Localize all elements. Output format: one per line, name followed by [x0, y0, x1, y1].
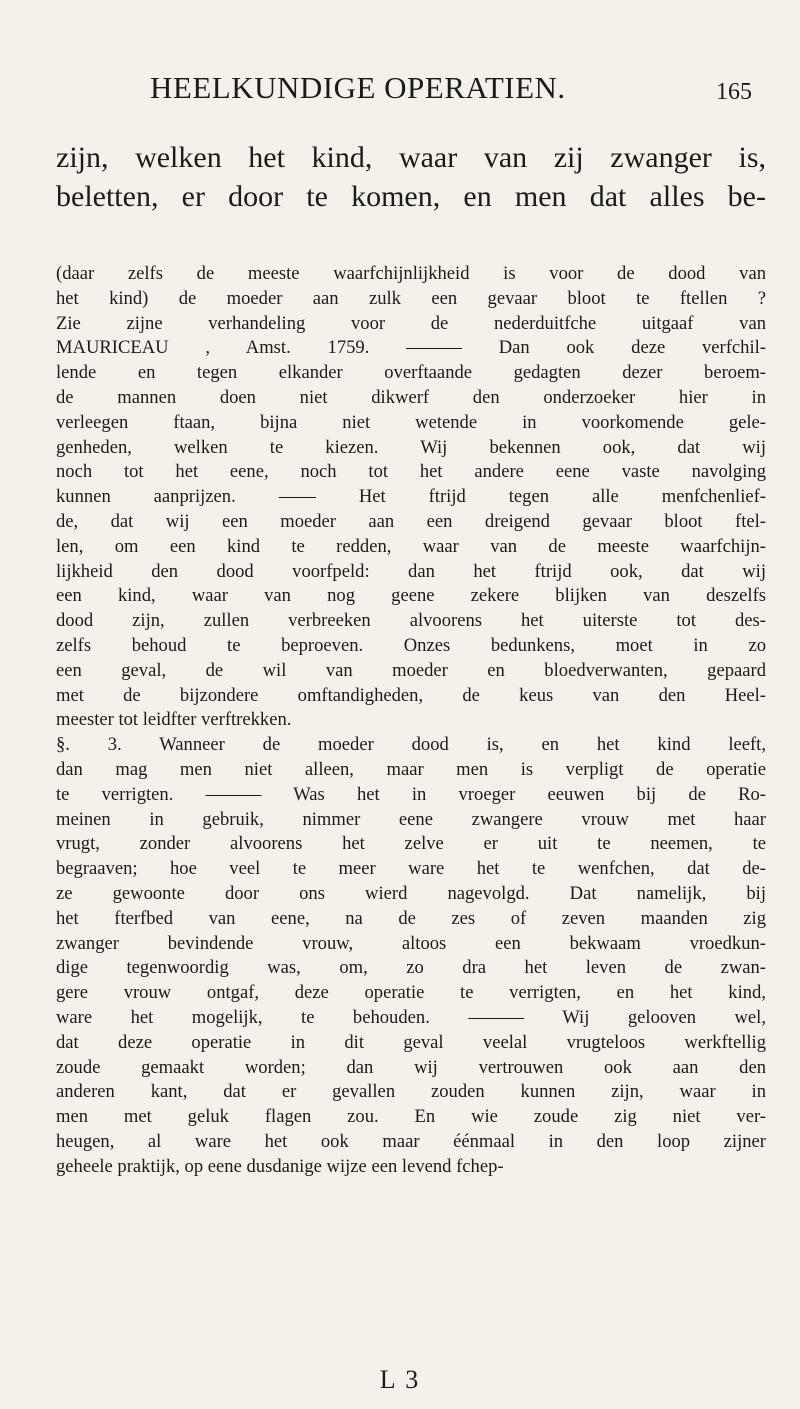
text-line: anderen kant, dat er gevallen zouden kunnen zijn, waar in — [56, 1081, 766, 1103]
text-line: dat deze operatie in dit geval veelal vrugteloos werkftellig — [56, 1031, 766, 1053]
intro-paragraph — [56, 138, 766, 216]
text-line: len, om een kind te redden, waar van de meeste waarfchijn- — [56, 535, 766, 557]
text-line: §. 3. Wanneer de moeder dood is, en het kind leeft, — [56, 734, 766, 756]
body-paragraphs — [56, 262, 766, 1179]
running-title: HEELKUNDIGE OPERATIEN. — [150, 70, 566, 105]
text-line: meinen in gebruik, nimmer eene zwangere vrouw met haar — [56, 808, 766, 830]
text-line: zoude gemaakt worden; dan wij vertrouwen ook aan den — [56, 1056, 766, 1078]
text-line: dan mag men niet alleen, maar men is verpligt de operatie — [56, 758, 766, 780]
text-line: gere vrouw ontgaf, deze operatie te verrigten, en het kind, — [56, 982, 766, 1004]
text-line: Zie zijne verhandeling voor de nederduitfche uitgaaf van — [56, 312, 766, 334]
text-line: genheden, welken te kiezen. Wij bekennen ook, dat wij — [56, 436, 766, 458]
page-header — [0, 58, 800, 118]
text-line: men met geluk flagen zou. En wie zoude zig niet ver- — [56, 1106, 766, 1128]
text-line: de, dat wij een moeder aan een dreigend gevaar bloot ftel- — [56, 510, 766, 532]
text-line: te verrigten. ——— Was het in vroeger eeuwen bij de Ro- — [56, 783, 766, 805]
text-line: vrugt, zonder alvoorens het zelve er uit te neemen, te — [56, 833, 766, 855]
text-line: een geval, de wil van moeder en bloedverwanten, gepaard — [56, 659, 766, 681]
text-line: geheele praktijk, op eene dusdanige wijze een levend fchep- — [56, 1155, 504, 1177]
text-line: een kind, waar van nog geene zekere blijken van deszelfs — [56, 585, 766, 607]
text-line: noch tot het eene, noch tot het andere eene vaste navolging — [56, 461, 766, 483]
text-line: lende en tegen elkander overftaande gedagten dezer beroem- — [56, 362, 766, 384]
text-line: zijn, welken het kind, waar van zij zwanger is, — [56, 141, 766, 174]
text-line: met de bijzondere omftandigheden, de keus van den Heel- — [56, 684, 766, 706]
text-line: meester tot leidfter verftrekken. — [56, 709, 292, 731]
text-line: beletten, er door te komen, en men dat alles be- — [56, 180, 766, 213]
text-line: dood zijn, zullen verbreeken alvoorens het uiterste tot des- — [56, 610, 766, 632]
text-line: het kind) de moeder aan zulk een gevaar bloot te ftellen ? — [56, 287, 766, 309]
text-line: ze gewoonte door ons wierd nagevolgd. Dat namelijk, bij — [56, 882, 766, 904]
text-line: begraaven; hoe veel te meer ware het te wenfchen, dat de- — [56, 858, 766, 880]
text-line: lijkheid den dood voorfpeld: dan het ftrijd ook, dat wij — [56, 560, 766, 582]
text-line: ware het mogelijk, te behouden. ——— Wij gelooven wel, — [56, 1006, 766, 1028]
text-line: dige tegenwoordig was, om, zo dra het leven de zwan- — [56, 957, 766, 979]
text-line: het fterfbed van eene, na de zes of zeven maanden zig — [56, 907, 766, 929]
text-line: zwanger bevindende vrouw, altoos een bekwaam vroedkun- — [56, 932, 766, 954]
text-line: heugen, al ware het ook maar éénmaal in den loop zijner — [56, 1130, 766, 1152]
text-line: zelfs behoud te beproeven. Onzes bedunkens, moet in zo — [56, 634, 766, 656]
text-line: MAURICEAU , Amst. 1759. ——— Dan ook deze verfchil- — [56, 337, 766, 359]
page-number: 165 — [716, 79, 752, 105]
text-line: verleegen ftaan, bijna niet wetende in voorkomende gele- — [56, 411, 766, 433]
text-line: kunnen aanprijzen. —— Het ftrijd tegen alle menfchenlief- — [56, 486, 766, 508]
text-line: (daar zelfs de meeste waarfchijnlijkheid is voor de dood van — [56, 263, 766, 284]
signature-mark: L 3 — [379, 1365, 421, 1394]
text-line: de mannen doen niet dikwerf den onderzoeker hier in — [56, 386, 766, 408]
